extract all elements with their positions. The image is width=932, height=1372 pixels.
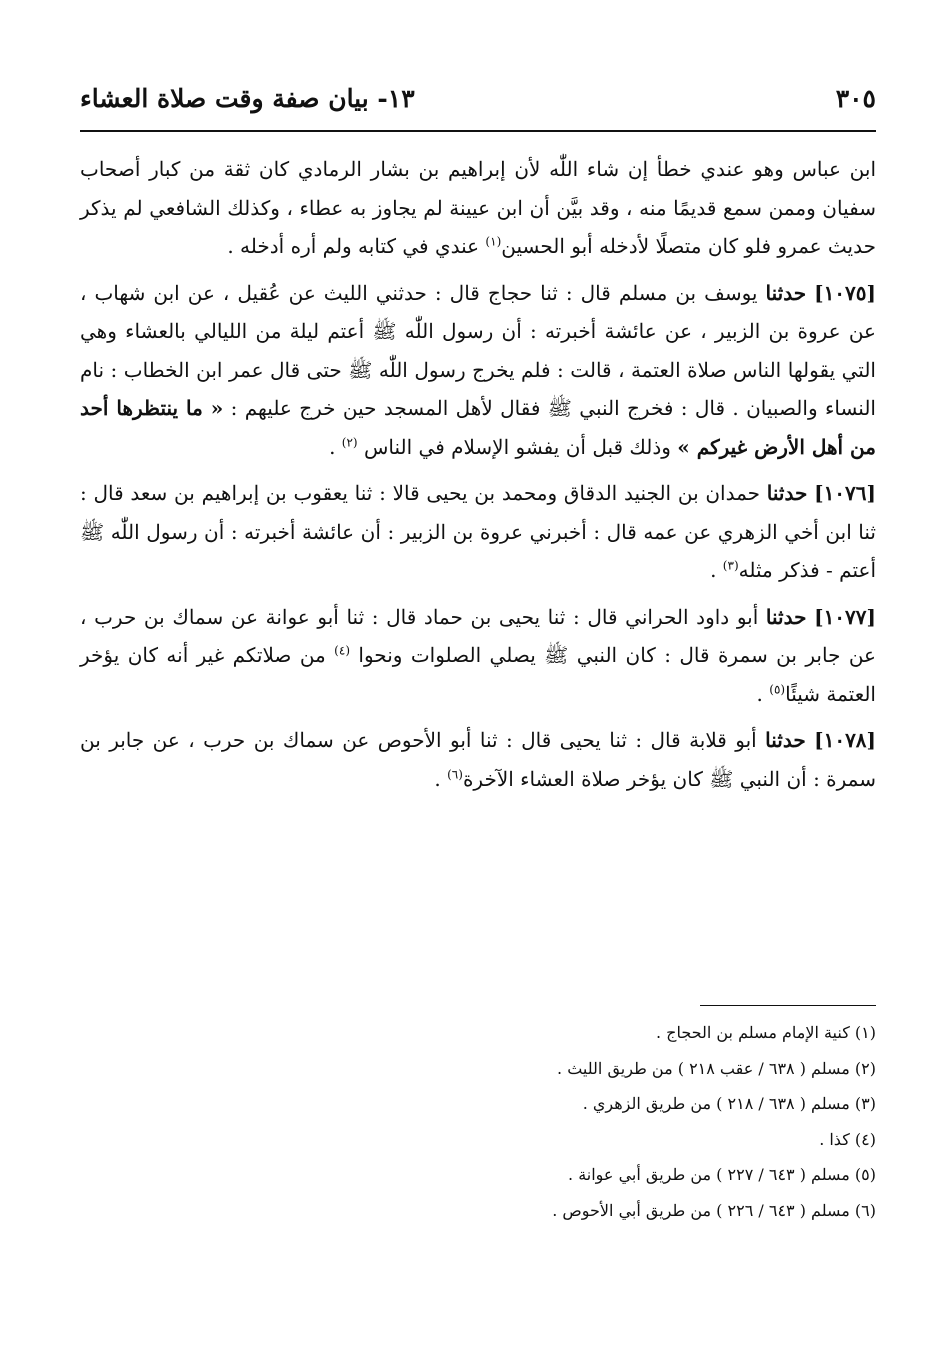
footnote-reference: (٥) <box>769 681 786 696</box>
hadith-1078 <box>80 721 876 798</box>
footnote-6: (٦) مسلم ( ٦٤٣ / ٢٢٦ ) من طريق أبي الأحوص . <box>552 1200 876 1220</box>
haddathana-word: حدثنا <box>765 728 806 752</box>
footnote-3: (٣) مسلم ( ٦٣٨ / ٢١٨ ) من طريق الزهري . <box>582 1094 876 1113</box>
hadith-end: . <box>710 558 723 582</box>
prophetic-quote: « ما ينتظرها أحد من أهل الأرض غيركم » <box>80 396 876 459</box>
hadith-number: [١٠٧٦] <box>814 481 876 505</box>
hadith-1075 <box>80 274 876 467</box>
hadith-text: حمدان بن الجنيد الدقاق ومحمد بن يحيى قالا : ثنا يعقوب بن إبراهيم بن سعد قال : ثنا ابن أخي الزهري عن عمه قال : أخبرني عروة بن الزبير : أن عائشة أخبرته : أن رسول اللّٰه ﷺ أعتم - فذكر مثله <box>80 481 876 582</box>
hadith-number: [١٠٧٨] <box>814 728 877 752</box>
hadith-text: من صلاتكم غير أنه كان يؤخر العتمة شيئًا <box>80 643 876 706</box>
footnote-separator <box>700 1005 876 1006</box>
footnote-reference: (٤) <box>334 643 350 658</box>
hadith-1076 <box>80 474 876 590</box>
footnote-5: (٥) مسلم ( ٦٤٣ / ٢٢٧ ) من طريق أبي عوانة . <box>568 1165 876 1184</box>
main-text <box>80 150 876 806</box>
page-header <box>80 78 876 118</box>
footnote-reference: (١) <box>485 234 502 249</box>
paragraph-text: ابن عباس وهو عندي خطأ إن شاء اللّٰه لأن إبراهيم بن بشار الرمادي كان ثقة من كبار أصحاب سفيان وممن سمع قديمًا منه ، وقد بيَّن أن ابن عيينة لم يجاوز به عطاء ، وكذلك الشافعي لم يذكر حديث عمرو فلو كان متصلًا لأدخله أبو الحسين <box>80 157 876 258</box>
hadith-1077 <box>80 598 876 714</box>
footnote-reference: (٢) <box>341 434 358 449</box>
hadith-end: . <box>434 766 448 791</box>
footnote-reference: (٣) <box>722 558 739 573</box>
running-title: ١٣- بيان صفة وقت صلاة العشاء <box>80 83 415 113</box>
hadith-text: أبو قلابة قال : ثنا يحيى قال : ثنا أبو الأحوص عن سماك بن حرب ، عن جابر بن سمرة : أن النبي ﷺ كان يؤخر صلاة العشاء الآخرة <box>80 728 876 791</box>
footnotes <box>80 1015 876 1228</box>
header-rule <box>80 130 876 132</box>
hadith-number: [١٠٧٧] <box>814 604 876 629</box>
haddathana-word: حدثنا <box>765 280 807 305</box>
footnote-1: (١) كنية الإمام مسلم بن الحجاج . <box>655 1023 876 1042</box>
hadith-number: [١٠٧٥] <box>814 280 876 305</box>
haddathana-word: حدثنا <box>765 604 807 629</box>
footnote-2: (٢) مسلم ( ٦٣٨ / عقب ٢١٨ ) من طريق الليث . <box>557 1058 876 1078</box>
hadith-text: أبو داود الحراني قال : ثنا يحيى بن حماد قال : ثنا أبو عوانة عن سماك بن حرب ، عن جابر بن سمرة قال : كان النبي ﷺ يصلي الصلوات ونحوا <box>80 604 876 667</box>
footnote-4: (٤) كذا . <box>819 1129 876 1149</box>
hadith-end: . <box>756 681 770 706</box>
hadith-end: . <box>329 434 342 459</box>
haddathana-word: حدثنا <box>766 481 808 505</box>
paragraph-continuation <box>80 150 876 266</box>
page-number: ٣٠٥ <box>835 83 876 113</box>
hadith-text: وذلك قبل أن يفشو الإسلام في الناس <box>357 434 678 459</box>
hadith-text: يوسف بن مسلم قال : ثنا حجاج قال : حدثني الليث عن عُقيل ، عن ابن شهاب ، عن عروة بن الزبير ، عن عائشة أخبرته : أن رسول اللّٰه ﷺ أعتم ليلة من الليالي بالعشاء وهي التي يقولها الناس صلاة العتمة ، قالت : فلم يخرج رسول اللّٰه ﷺ حتى قال عمر ابن الخطاب : نام النساء والصبيان . قال : فخرج النبي ﷺ فقال لأهل المسجد حين خرج عليهم : <box>80 280 876 420</box>
paragraph-text: عندي في كتابه ولم أره أدخله . <box>227 234 486 258</box>
footnote-reference: (٦) <box>447 766 463 781</box>
